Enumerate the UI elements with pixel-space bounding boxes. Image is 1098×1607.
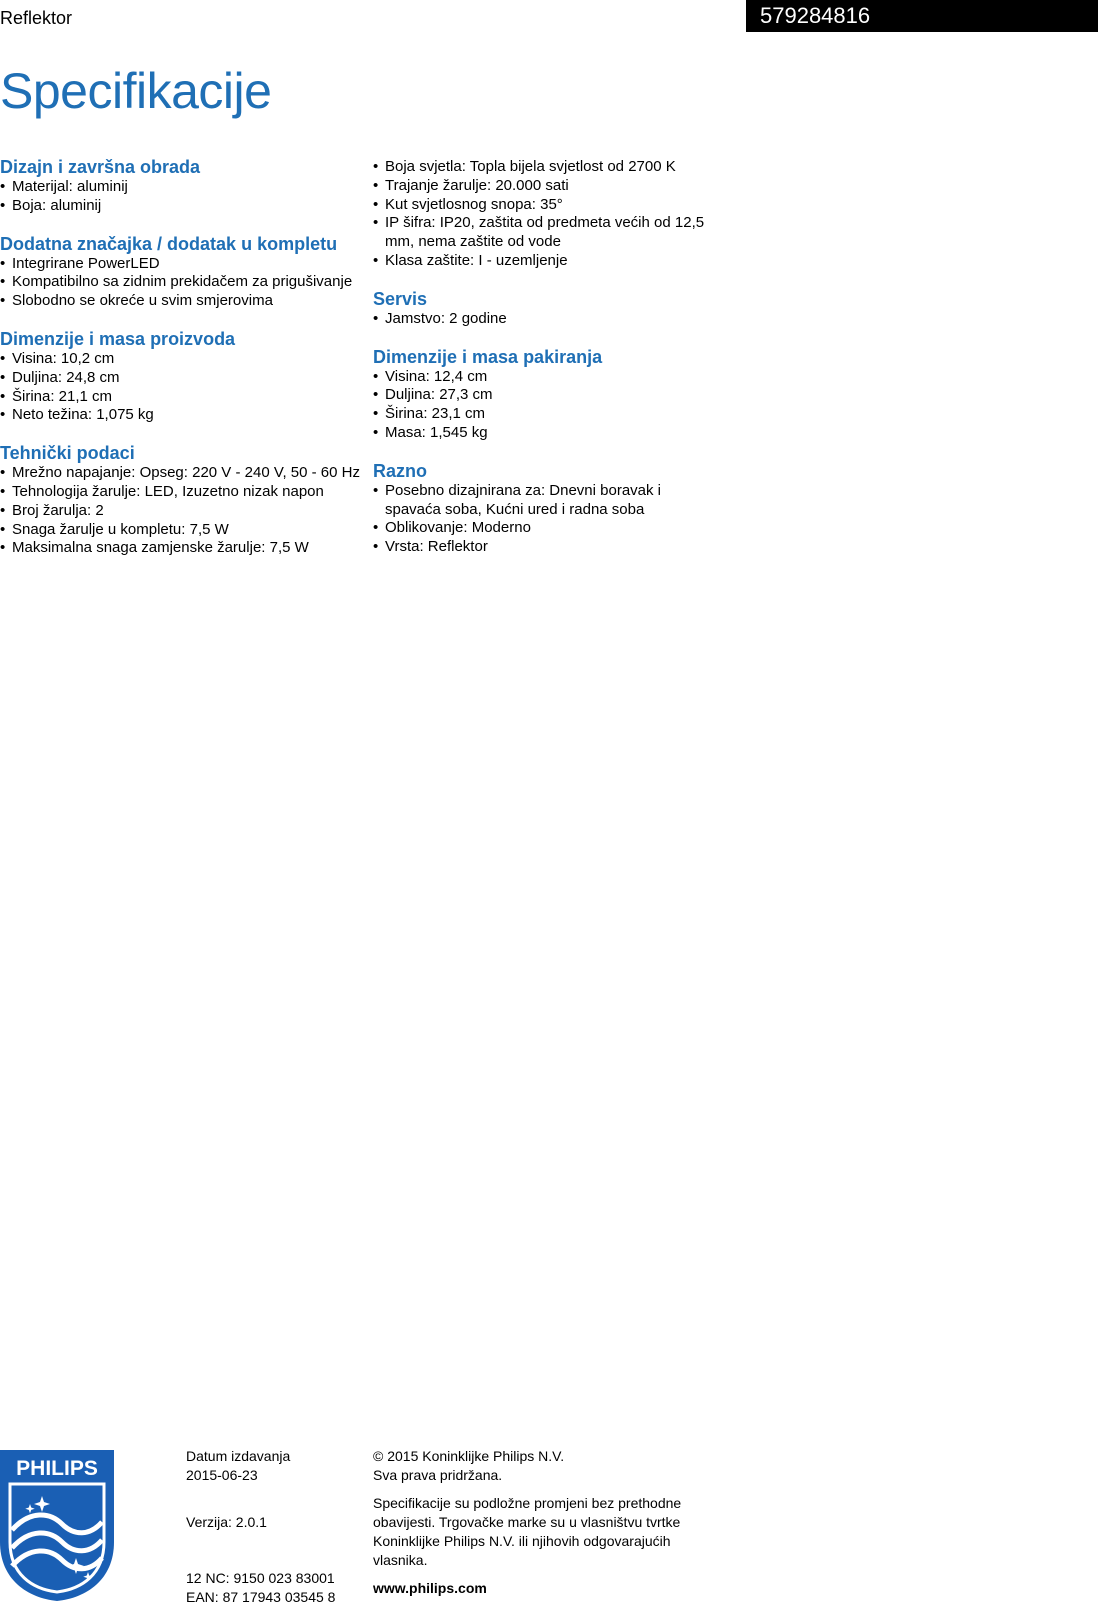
svg-text:PHILIPS: PHILIPS — [16, 1457, 98, 1480]
spec-column-left — [0, 156, 360, 575]
spec-list — [373, 310, 718, 329]
spec-item: • Kut svjetlosnog snopa: 35° — [373, 196, 718, 215]
spec-item: • IP šifra: IP20, zaštita od predmeta većih od 12,5 mm, nema zaštite od vode — [373, 214, 718, 252]
spec-item: • Maksimalna snaga zamjenske žarulje: 7,5 W — [0, 539, 360, 558]
spec-item: • Broj žarulja: 2 — [0, 502, 360, 521]
spec-item: • Jamstvo: 2 godine — [373, 310, 718, 329]
spec-item: • Duljina: 27,3 cm — [373, 386, 718, 405]
spec-item: • Mrežno napajanje: Opseg: 220 V - 240 V, 50 - 60 Hz — [0, 464, 360, 483]
section-title: Servis — [373, 288, 428, 309]
spec-section-technical-continued — [373, 158, 718, 271]
section-title: Dimenzije i masa pakiranja — [373, 346, 603, 367]
section-title: Dimenzije i masa proizvoda — [0, 328, 236, 349]
spec-item: • Klasa zaštite: I - uzemljenje — [373, 252, 718, 271]
spec-item: • Boja svjetla: Topla bijela svjetlost od 2700 K — [373, 158, 718, 177]
issue-date-label: Datum izdavanja — [186, 1448, 291, 1464]
spec-list — [0, 350, 360, 425]
spec-item: • Tehnologija žarulje: LED, Izuzetno nizak napon — [0, 483, 360, 502]
spec-item: • Posebno dizajnirana za: Dnevni boravak i spavaća soba, Kućni ured i radna soba — [373, 482, 718, 520]
spec-list — [373, 368, 718, 443]
spec-list — [0, 255, 360, 311]
spec-item: • Kompatibilno sa zidnim prekidačem za prigušivanje — [0, 273, 360, 292]
section-title: Razno — [373, 460, 427, 481]
website-link[interactable]: www.philips.com — [373, 1580, 487, 1596]
spec-item: • Širina: 23,1 cm — [373, 405, 718, 424]
philips-shield-logo-icon — [0, 1450, 114, 1601]
spec-item: • Trajanje žarulje: 20.000 sati — [373, 177, 718, 196]
spec-item: • Snaga žarulje u kompletu: 7,5 W — [0, 521, 360, 540]
section-title: Dizajn i završna obrada — [0, 157, 201, 177]
spec-section-package-dimensions — [373, 346, 718, 443]
rights-reserved: Sva prava pridržana. — [373, 1467, 503, 1483]
version: Verzija: 2.0.1 — [186, 1514, 267, 1530]
spec-section-technical — [0, 442, 360, 558]
spec-section-service — [373, 288, 718, 329]
section-title: Tehnički podaci — [0, 443, 135, 464]
footer-meta — [186, 1447, 356, 1607]
spec-list — [0, 464, 360, 558]
spec-list — [373, 482, 718, 557]
ean-code: EAN: 87 17943 03545 8 — [186, 1589, 336, 1605]
spec-item: • Visina: 10,2 cm — [0, 350, 360, 369]
spec-item: • Širina: 21,1 cm — [0, 388, 360, 407]
disclaimer: Specifikacije su podložne promjeni bez prethodne obavijesti. Trgovačke marke su u vlasništvu tvrtke Koninklijke Philips N.V. ili njihovih odgovarajućih vlasnika. — [373, 1495, 682, 1568]
section-title: Dodatna značajka / dodatak u kompletu — [0, 233, 338, 254]
product-code-badge: 579284816 — [746, 0, 1098, 32]
product-name: Reflektor — [0, 8, 73, 28]
spec-item: • Slobodno se okreće u svim smjerovima — [0, 292, 360, 311]
spec-section-product-dimensions — [0, 328, 360, 425]
spec-item: • Vrsta: Reflektor — [373, 538, 718, 557]
spec-item: • Materijal: aluminij — [0, 178, 360, 197]
spec-item: • Boja: aluminij — [0, 197, 360, 216]
spec-item: • Duljina: 24,8 cm — [0, 369, 360, 388]
copyright: © 2015 Koninklijke Philips N.V. — [373, 1448, 565, 1464]
footer-legal — [373, 1447, 713, 1598]
spec-section-design — [0, 156, 360, 216]
spec-item: • Integrirane PowerLED — [0, 255, 360, 274]
nc-code: 12 NC: 9150 023 83001 — [186, 1570, 335, 1586]
spec-item: • Oblikovanje: Moderno — [373, 519, 718, 538]
spec-list — [0, 178, 360, 216]
spec-item: • Visina: 12,4 cm — [373, 368, 718, 387]
issue-date-value: 2015-06-23 — [186, 1467, 258, 1483]
page-title: Specifikacije — [0, 63, 272, 119]
spec-item: • Masa: 1,545 kg — [373, 424, 718, 443]
spec-column-right — [373, 156, 718, 574]
spec-section-misc — [373, 460, 718, 557]
spec-section-extras — [0, 233, 360, 311]
spec-item: • Neto težina: 1,075 kg — [0, 406, 360, 425]
spec-list — [373, 158, 718, 271]
